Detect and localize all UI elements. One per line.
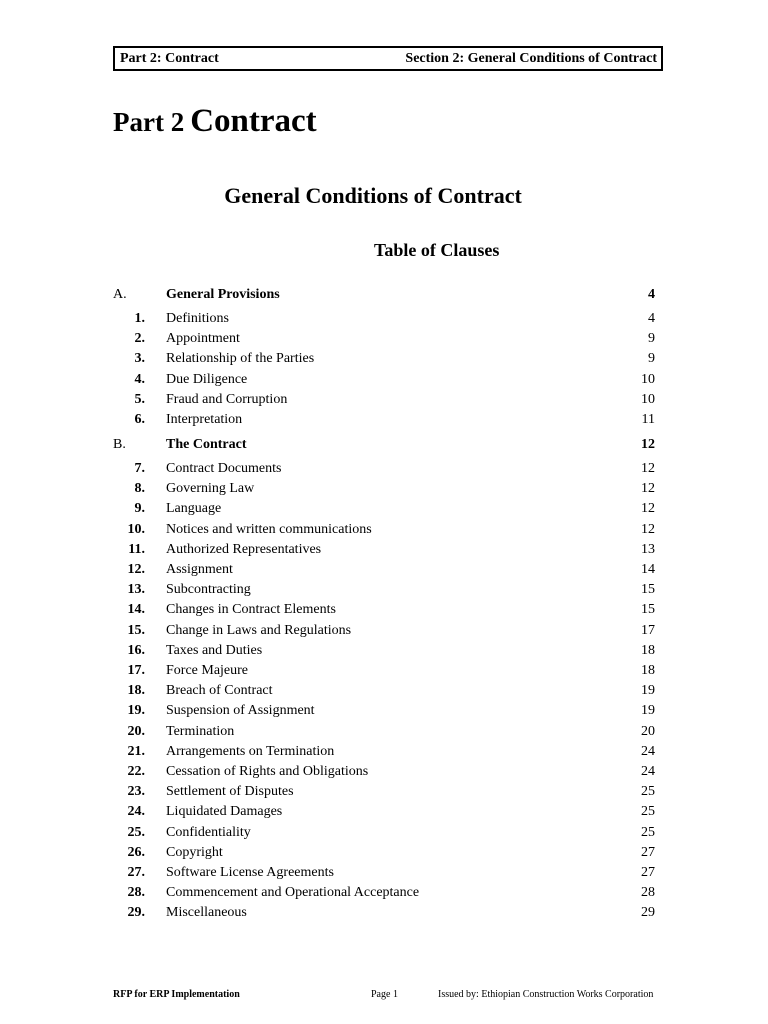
clause-row: [0, 370, 768, 390]
section-letter: B.: [113, 437, 126, 452]
clause-row: [0, 621, 768, 641]
clause-row: [0, 560, 768, 580]
clause-number: 4.: [134, 372, 145, 387]
page-title: General Conditions of Contract: [224, 183, 522, 208]
clause-title: Termination: [166, 724, 235, 739]
clause-title: Commencement and Operational Acceptance: [166, 885, 420, 900]
clause-title: Cessation of Rights and Obligations: [166, 764, 369, 779]
clause-row: [0, 641, 768, 661]
clause-page: 28: [641, 885, 655, 900]
clause-title: Language: [166, 501, 222, 516]
clause-number: 9.: [134, 501, 145, 516]
clause-row: [0, 843, 768, 863]
clause-number: 12.: [127, 562, 145, 577]
clause-title: Authorized Representatives: [166, 542, 322, 557]
clause-page: 27: [641, 845, 655, 860]
clause-title: Taxes and Duties: [166, 643, 263, 658]
clause-page: 11: [641, 412, 655, 427]
clause-row: [0, 742, 768, 762]
clause-title: Confidentiality: [166, 825, 251, 840]
clause-number: 7.: [134, 461, 145, 476]
section-row: [0, 435, 768, 455]
clause-title: Relationship of the Parties: [166, 351, 315, 366]
clause-number: 15.: [127, 623, 145, 638]
clause-page: 19: [641, 683, 655, 698]
clause-row: [0, 580, 768, 600]
clause-page: 18: [641, 663, 655, 678]
clause-row: [0, 309, 768, 329]
clause-title: Breach of Contract: [166, 683, 273, 698]
clause-row: [0, 390, 768, 410]
clause-number: 18.: [127, 683, 145, 698]
clause-number: 3.: [134, 351, 145, 366]
clause-row: [0, 863, 768, 883]
clause-page: 24: [641, 764, 655, 779]
clause-page: 9: [648, 351, 655, 366]
clause-row: [0, 661, 768, 681]
footer-issuer: Issued by: Ethiopian Construction Works Corporation: [438, 989, 654, 1000]
clause-number: 5.: [134, 392, 145, 407]
clause-title: Subcontracting: [166, 582, 251, 597]
clause-title: Definitions: [166, 311, 229, 326]
clause-row: [0, 520, 768, 540]
clause-page: 12: [641, 501, 655, 516]
clause-number: 25.: [127, 825, 145, 840]
clause-number: 21.: [127, 744, 145, 759]
clause-row: [0, 600, 768, 620]
clause-title: Contract Documents: [166, 461, 282, 476]
clause-page: 27: [641, 865, 655, 880]
clause-row: [0, 329, 768, 349]
clause-row: [0, 701, 768, 721]
clause-row: [0, 499, 768, 519]
clause-title: Appointment: [166, 331, 240, 346]
clause-page: 25: [641, 825, 655, 840]
clause-number: 14.: [127, 602, 145, 617]
clause-page: 29: [641, 905, 655, 920]
section-page: 4: [648, 287, 655, 302]
clause-page: 10: [641, 372, 655, 387]
clause-row: [0, 883, 768, 903]
clause-page: 10: [641, 392, 655, 407]
clause-number: 23.: [127, 784, 145, 799]
clause-page: 18: [641, 643, 655, 658]
clause-number: 16.: [127, 643, 145, 658]
clause-title: Settlement of Disputes: [166, 784, 294, 799]
clause-page: 19: [641, 703, 655, 718]
clause-number: 1.: [134, 311, 145, 326]
clause-page: 25: [641, 804, 655, 819]
toc-title: Table of Clauses: [374, 240, 500, 260]
clause-page: 25: [641, 784, 655, 799]
clause-row: [0, 349, 768, 369]
clause-page: 12: [641, 481, 655, 496]
clause-row: [0, 479, 768, 499]
clause-title: Changes in Contract Elements: [166, 602, 336, 617]
section-page: 12: [641, 437, 655, 452]
clause-title: Change in Laws and Regulations: [166, 623, 352, 638]
clause-row: [0, 681, 768, 701]
footer-left: RFP for ERP Implementation: [113, 989, 240, 1000]
header-left: Part 2: Contract: [120, 51, 219, 66]
clause-number: 10.: [127, 522, 145, 537]
clause-title: Due Diligence: [166, 372, 248, 387]
clause-number: 8.: [134, 481, 145, 496]
section-title: General Provisions: [166, 287, 280, 302]
clause-row: [0, 782, 768, 802]
part-label: Part 2: [113, 107, 185, 137]
clause-number: 17.: [127, 663, 145, 678]
clause-title: Liquidated Damages: [166, 804, 283, 819]
clause-number: 11.: [128, 542, 145, 557]
clause-page: 13: [641, 542, 655, 557]
clause-title: Arrangements on Termination: [166, 744, 335, 759]
section-row: [0, 285, 768, 305]
clause-number: 20.: [127, 724, 145, 739]
clause-title: Assignment: [166, 562, 233, 577]
clause-page: 15: [641, 602, 655, 617]
clause-title: Software License Agreements: [166, 865, 334, 880]
clause-title: Fraud and Corruption: [166, 392, 288, 407]
clause-number: 13.: [127, 582, 145, 597]
footer-page-number: Page 1: [371, 989, 398, 1000]
header-right: Section 2: General Conditions of Contract: [405, 51, 657, 66]
clause-page: 15: [641, 582, 655, 597]
section-letter: A.: [113, 287, 127, 302]
section-title: The Contract: [166, 437, 247, 452]
part-name: Contract: [190, 103, 317, 139]
clause-page: 20: [641, 724, 655, 739]
clause-title: Notices and written communications: [166, 522, 372, 537]
clause-row: [0, 540, 768, 560]
clause-page: 12: [641, 522, 655, 537]
clause-page: 14: [641, 562, 655, 577]
clause-row: [0, 823, 768, 843]
clause-row: [0, 722, 768, 742]
clause-number: 28.: [127, 885, 145, 900]
clause-title: Governing Law: [166, 481, 255, 496]
clause-number: 26.: [127, 845, 145, 860]
clause-row: [0, 762, 768, 782]
clause-number: 6.: [134, 412, 145, 427]
clause-page: 17: [641, 623, 655, 638]
clause-row: [0, 903, 768, 923]
clause-page: 9: [648, 331, 655, 346]
clause-title: Copyright: [166, 845, 223, 860]
clause-page: 4: [648, 311, 655, 326]
clause-title: Interpretation: [166, 412, 243, 427]
clause-row: [0, 802, 768, 822]
clause-title: Force Majeure: [166, 663, 249, 678]
clause-number: 27.: [127, 865, 145, 880]
clause-number: 19.: [127, 703, 145, 718]
clause-page: 24: [641, 744, 655, 759]
clause-number: 24.: [127, 804, 145, 819]
clause-number: 2.: [134, 331, 145, 346]
clause-number: 29.: [127, 905, 145, 920]
clause-title: Miscellaneous: [166, 905, 247, 920]
clause-page: 12: [641, 461, 655, 476]
clause-row: [0, 410, 768, 430]
clause-row: [0, 459, 768, 479]
clause-number: 22.: [127, 764, 145, 779]
clause-title: Suspension of Assignment: [166, 703, 315, 718]
